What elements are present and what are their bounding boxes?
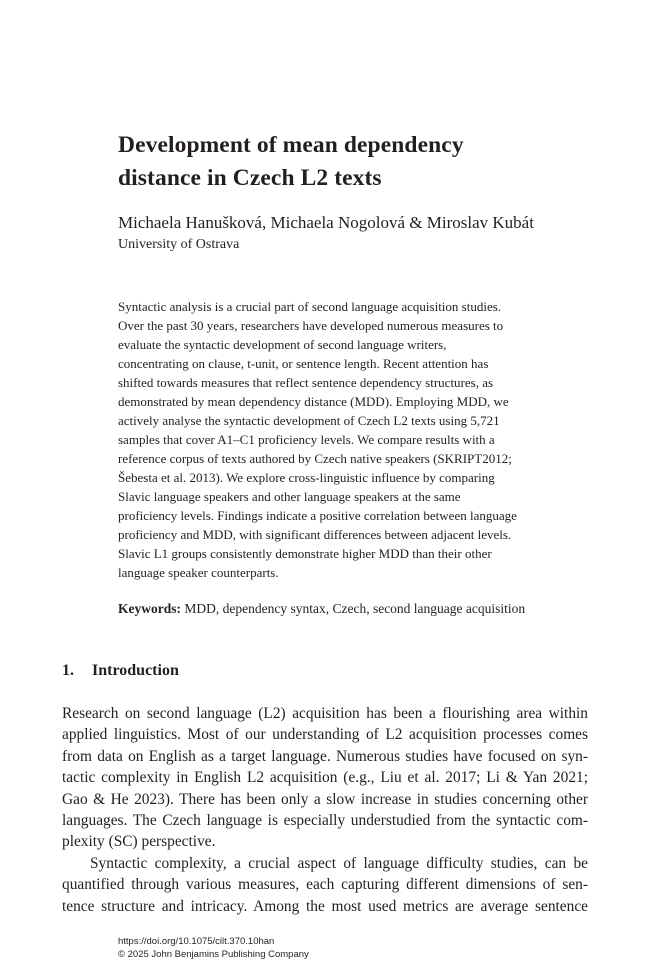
author-list: Michaela Hanušková, Michaela Nogolová & Miroslav Kubát: [118, 213, 534, 232]
abstract-line: proficiency levels. Findings indicate a positive correlation between language: [118, 508, 517, 523]
copyright-notice: © 2025 John Benjamins Publishing Company: [118, 949, 309, 960]
body-line: tactic complexity in English L2 acquisition (e.g., Liu et al. 2017; Li & Yan 2021;: [62, 769, 588, 787]
doi-link[interactable]: https://doi.org/10.1075/cilt.370.10han: [118, 936, 275, 947]
section-number: 1.: [62, 662, 74, 679]
body-text: [62, 703, 588, 917]
abstract-line: demonstrated by mean dependency distance (MDD). Employing MDD, we: [118, 394, 509, 409]
keywords-label: Keywords:: [118, 601, 181, 616]
body-line: Syntactic complexity, a crucial aspect of language difficulty studies, can be: [90, 854, 588, 872]
abstract: [118, 297, 588, 582]
article-title: [118, 129, 578, 195]
abstract-line: evaluate the syntactic development of second language writers,: [118, 337, 447, 352]
body-line: applied linguistics. Most of our understanding of L2 acquisition processes comes: [62, 726, 588, 744]
body-line: from data on English as a target language. Numerous studies have focused on syn-: [62, 747, 588, 765]
keywords: [118, 599, 525, 619]
abstract-line: Syntactic analysis is a crucial part of second language acquisition studies.: [118, 299, 502, 314]
page-footer: [118, 935, 309, 961]
body-line: plexity (SC) perspective.: [62, 833, 216, 851]
body-line: Research on second language (L2) acquisition has been a flourishing area within: [62, 705, 588, 722]
title-line: distance in Czech L2 texts: [118, 165, 382, 191]
abstract-line: concentrating on clause, t-unit, or sentence length. Recent attention has: [118, 356, 489, 371]
title-line: Development of mean dependency: [118, 132, 464, 158]
body-line: quantified through various measures, each capturing different dimensions of sen-: [62, 876, 588, 894]
keywords-text: MDD, dependency syntax, Czech, second language acquisition: [181, 601, 526, 616]
abstract-line: Šebesta et al. 2013). We explore cross-linguistic influence by comparing: [118, 470, 495, 485]
body-line: tence structure and intricacy. Among the most used metrics are average sentence: [62, 897, 588, 915]
abstract-line: proficiency and MDD, with significant differences between adjacent levels.: [118, 527, 512, 542]
section-title: Introduction: [92, 662, 179, 679]
body-line: Gao & He 2023). There has been only a slow increase in studies concerning other: [62, 790, 588, 808]
abstract-line: Slavic L1 groups consistently demonstrate higher MDD than their other: [118, 546, 492, 561]
abstract-line: samples that cover A1–C1 proficiency levels. We compare results with a: [118, 432, 495, 447]
body-line: languages. The Czech language is especially understudied from the syntactic com-: [62, 811, 588, 829]
abstract-line: Over the past 30 years, researchers have developed numerous measures to: [118, 318, 504, 333]
affiliation: University of Ostrava: [118, 237, 240, 252]
abstract-line: shifted towards measures that reflect sentence dependency structures, as: [118, 375, 494, 390]
abstract-line: Slavic language speakers and other language speakers at the same: [118, 489, 461, 504]
abstract-line: actively analyse the syntactic development of Czech L2 texts using 5,721: [118, 413, 500, 428]
abstract-line: reference corpus of texts authored by Czech native speakers (SKRIPT2012;: [118, 451, 512, 466]
abstract-line: language speaker counterparts.: [118, 565, 279, 580]
section-heading: [62, 660, 179, 682]
